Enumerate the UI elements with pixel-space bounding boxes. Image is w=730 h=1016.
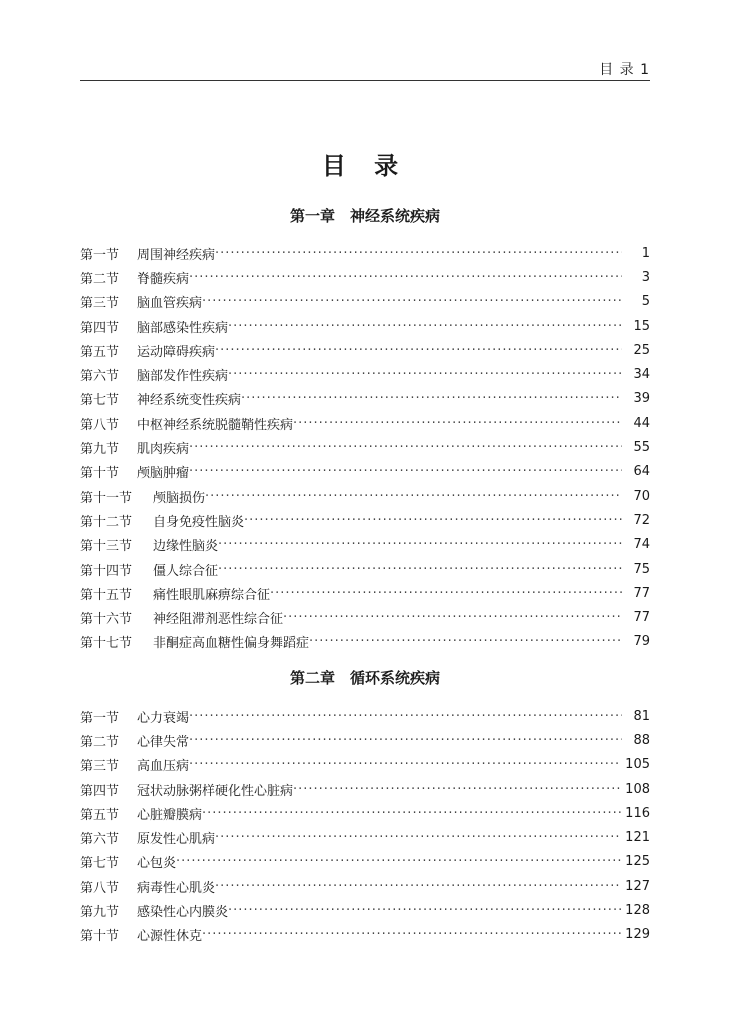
dot-leader [215, 830, 621, 845]
toc-entry[interactable] [80, 777, 650, 801]
section-number: 第六节 [80, 832, 120, 848]
dot-leader [189, 733, 622, 748]
dot-leader [215, 246, 622, 261]
dot-leader [202, 927, 621, 942]
section-title: 心包炎 [137, 856, 177, 872]
dot-leader [218, 562, 622, 577]
toc-entry[interactable] [80, 362, 650, 386]
dot-leader [293, 782, 621, 797]
toc-entry[interactable] [80, 411, 650, 435]
page-number: 5 [641, 294, 650, 310]
section-title: 心力衰竭 [137, 710, 190, 726]
page-number: 55 [633, 440, 650, 456]
section-title: 脑部感染性疾病 [137, 320, 229, 336]
dot-leader [189, 270, 622, 285]
dot-leader [189, 440, 622, 455]
toc-entry[interactable] [80, 484, 650, 508]
page-number: 127 [625, 878, 650, 894]
page-number: 74 [633, 537, 650, 553]
toc-entry[interactable] [80, 605, 650, 629]
page-number: 88 [633, 732, 650, 748]
section-number: 第十二节 [80, 514, 133, 530]
page-number: 121 [625, 830, 650, 846]
toc-entry[interactable] [80, 898, 650, 922]
page-number: 79 [633, 634, 650, 650]
toc-entry[interactable] [80, 508, 650, 532]
dot-leader [202, 294, 622, 309]
page-number: 70 [633, 488, 650, 504]
header-rule [80, 80, 650, 81]
dot-leader [228, 903, 621, 918]
page-number: 125 [625, 854, 650, 870]
toc-entry[interactable] [80, 704, 650, 728]
section-number: 第五节 [80, 807, 120, 823]
section-title: 脑血管疾病 [137, 296, 203, 312]
section-title: 痛性眼肌麻痹综合征 [153, 587, 271, 603]
section-number: 第十六节 [80, 612, 133, 628]
page-number: 116 [625, 805, 650, 821]
section-number: 第十五节 [80, 587, 133, 603]
section-number: 第一节 [80, 710, 120, 726]
section-title: 颅脑肿瘤 [137, 466, 190, 482]
dot-leader [189, 709, 622, 724]
section-number: 第九节 [80, 905, 120, 921]
dot-leader [218, 537, 622, 552]
page-number: 77 [633, 585, 650, 601]
toc-entry[interactable] [80, 801, 650, 825]
dot-leader [202, 806, 621, 821]
section-title: 原发性心肌病 [137, 832, 216, 848]
dot-leader [228, 367, 622, 382]
dot-leader [283, 610, 622, 625]
page-number: 81 [633, 708, 650, 724]
page-number: 25 [633, 342, 650, 358]
toc-entry[interactable] [80, 630, 650, 654]
section-title: 自身免疫性脑炎 [153, 514, 245, 530]
toc-entry[interactable] [80, 241, 650, 265]
section-title: 脊髓疾病 [137, 271, 190, 287]
page-number: 128 [625, 903, 650, 919]
toc-entry[interactable] [80, 581, 650, 605]
page-number: 15 [633, 318, 650, 334]
section-number: 第十节 [80, 466, 120, 482]
toc-entry[interactable] [80, 290, 650, 314]
section-title: 心脏瓣膜病 [137, 807, 203, 823]
toc-list [80, 704, 650, 947]
page-number: 105 [625, 757, 650, 773]
section-number: 第十一节 [80, 490, 133, 506]
page-number: 3 [641, 269, 650, 285]
page-number: 34 [633, 367, 650, 383]
toc-entry[interactable] [80, 874, 650, 898]
section-title: 心源性休克 [137, 929, 203, 945]
section-title: 神经系统变性疾病 [137, 393, 242, 409]
section-number: 第十四节 [80, 563, 133, 579]
section-number: 第三节 [80, 759, 120, 775]
section-number: 第四节 [80, 320, 120, 336]
page-title: 目 录 [321, 151, 409, 180]
dot-leader [244, 513, 622, 528]
toc-entry[interactable] [80, 728, 650, 752]
section-number: 第三节 [80, 296, 120, 312]
section-title: 心律失常 [137, 734, 190, 750]
toc-entry[interactable] [80, 825, 650, 849]
section-title: 感染性心内膜炎 [137, 905, 229, 921]
toc-entry[interactable] [80, 533, 650, 557]
toc-entry[interactable] [80, 850, 650, 874]
page-number: 72 [633, 512, 650, 528]
dot-leader [176, 854, 621, 869]
section-number: 第十七节 [80, 636, 133, 652]
dot-leader [189, 757, 621, 772]
page-number: 129 [625, 927, 650, 943]
section-number: 第七节 [80, 856, 120, 872]
section-title: 肌肉疾病 [137, 442, 190, 458]
page-number: 77 [633, 610, 650, 626]
running-header: 目 录 1 [599, 62, 650, 78]
dot-leader [215, 343, 622, 358]
dot-leader [215, 879, 621, 894]
toc-entry[interactable] [80, 387, 650, 411]
section-title: 冠状动脉粥样硬化性心脏病 [137, 783, 294, 799]
dot-leader [205, 489, 622, 504]
section-number: 第二节 [80, 734, 120, 750]
section-number: 第七节 [80, 393, 120, 409]
section-title: 中枢神经系统脱髓鞘性疾病 [137, 417, 294, 433]
section-number: 第八节 [80, 880, 120, 896]
section-title: 脑部发作性疾病 [137, 369, 229, 385]
section-title: 非酮症高血糖性偏身舞蹈症 [153, 636, 310, 652]
dot-leader [270, 586, 622, 601]
section-title: 运动障碍疾病 [137, 344, 216, 360]
toc-entry[interactable] [80, 314, 650, 338]
section-number: 第五节 [80, 344, 120, 360]
section-number: 第六节 [80, 369, 120, 385]
section-number: 第十节 [80, 929, 120, 945]
section-number: 第一节 [80, 247, 120, 263]
page-number: 39 [633, 391, 650, 407]
chapter-heading: 第一章 神经系统疾病 [289, 207, 440, 225]
dot-leader [228, 319, 622, 334]
section-title: 病毒性心肌炎 [137, 880, 216, 896]
toc-list [80, 241, 650, 654]
page-number: 44 [633, 415, 650, 431]
toc-entry[interactable] [80, 435, 650, 459]
page-number: 108 [625, 781, 650, 797]
section-title: 边缘性脑炎 [153, 539, 219, 555]
section-title: 周围神经疾病 [137, 247, 216, 263]
chapter-heading: 第二章 循环系统疾病 [289, 669, 440, 687]
toc-entry[interactable] [80, 923, 650, 947]
section-title: 神经阻滞剂恶性综合征 [153, 612, 284, 628]
dot-leader [293, 416, 622, 431]
section-title: 僵人综合征 [153, 563, 219, 579]
dot-leader [309, 634, 622, 649]
toc-entry[interactable] [80, 265, 650, 289]
page-number: 75 [633, 561, 650, 577]
section-title: 高血压病 [137, 759, 190, 775]
section-number: 第二节 [80, 271, 120, 287]
toc-entry[interactable] [80, 338, 650, 362]
dot-leader [241, 391, 622, 406]
section-title: 颅脑损伤 [153, 490, 206, 506]
toc-entry[interactable] [80, 460, 650, 484]
dot-leader [189, 464, 622, 479]
page-number: 1 [641, 245, 650, 261]
section-number: 第十三节 [80, 539, 133, 555]
toc-entry[interactable] [80, 557, 650, 581]
section-number: 第四节 [80, 783, 120, 799]
page-number: 64 [633, 464, 650, 480]
section-number: 第九节 [80, 442, 120, 458]
section-number: 第八节 [80, 417, 120, 433]
toc-entry[interactable] [80, 753, 650, 777]
